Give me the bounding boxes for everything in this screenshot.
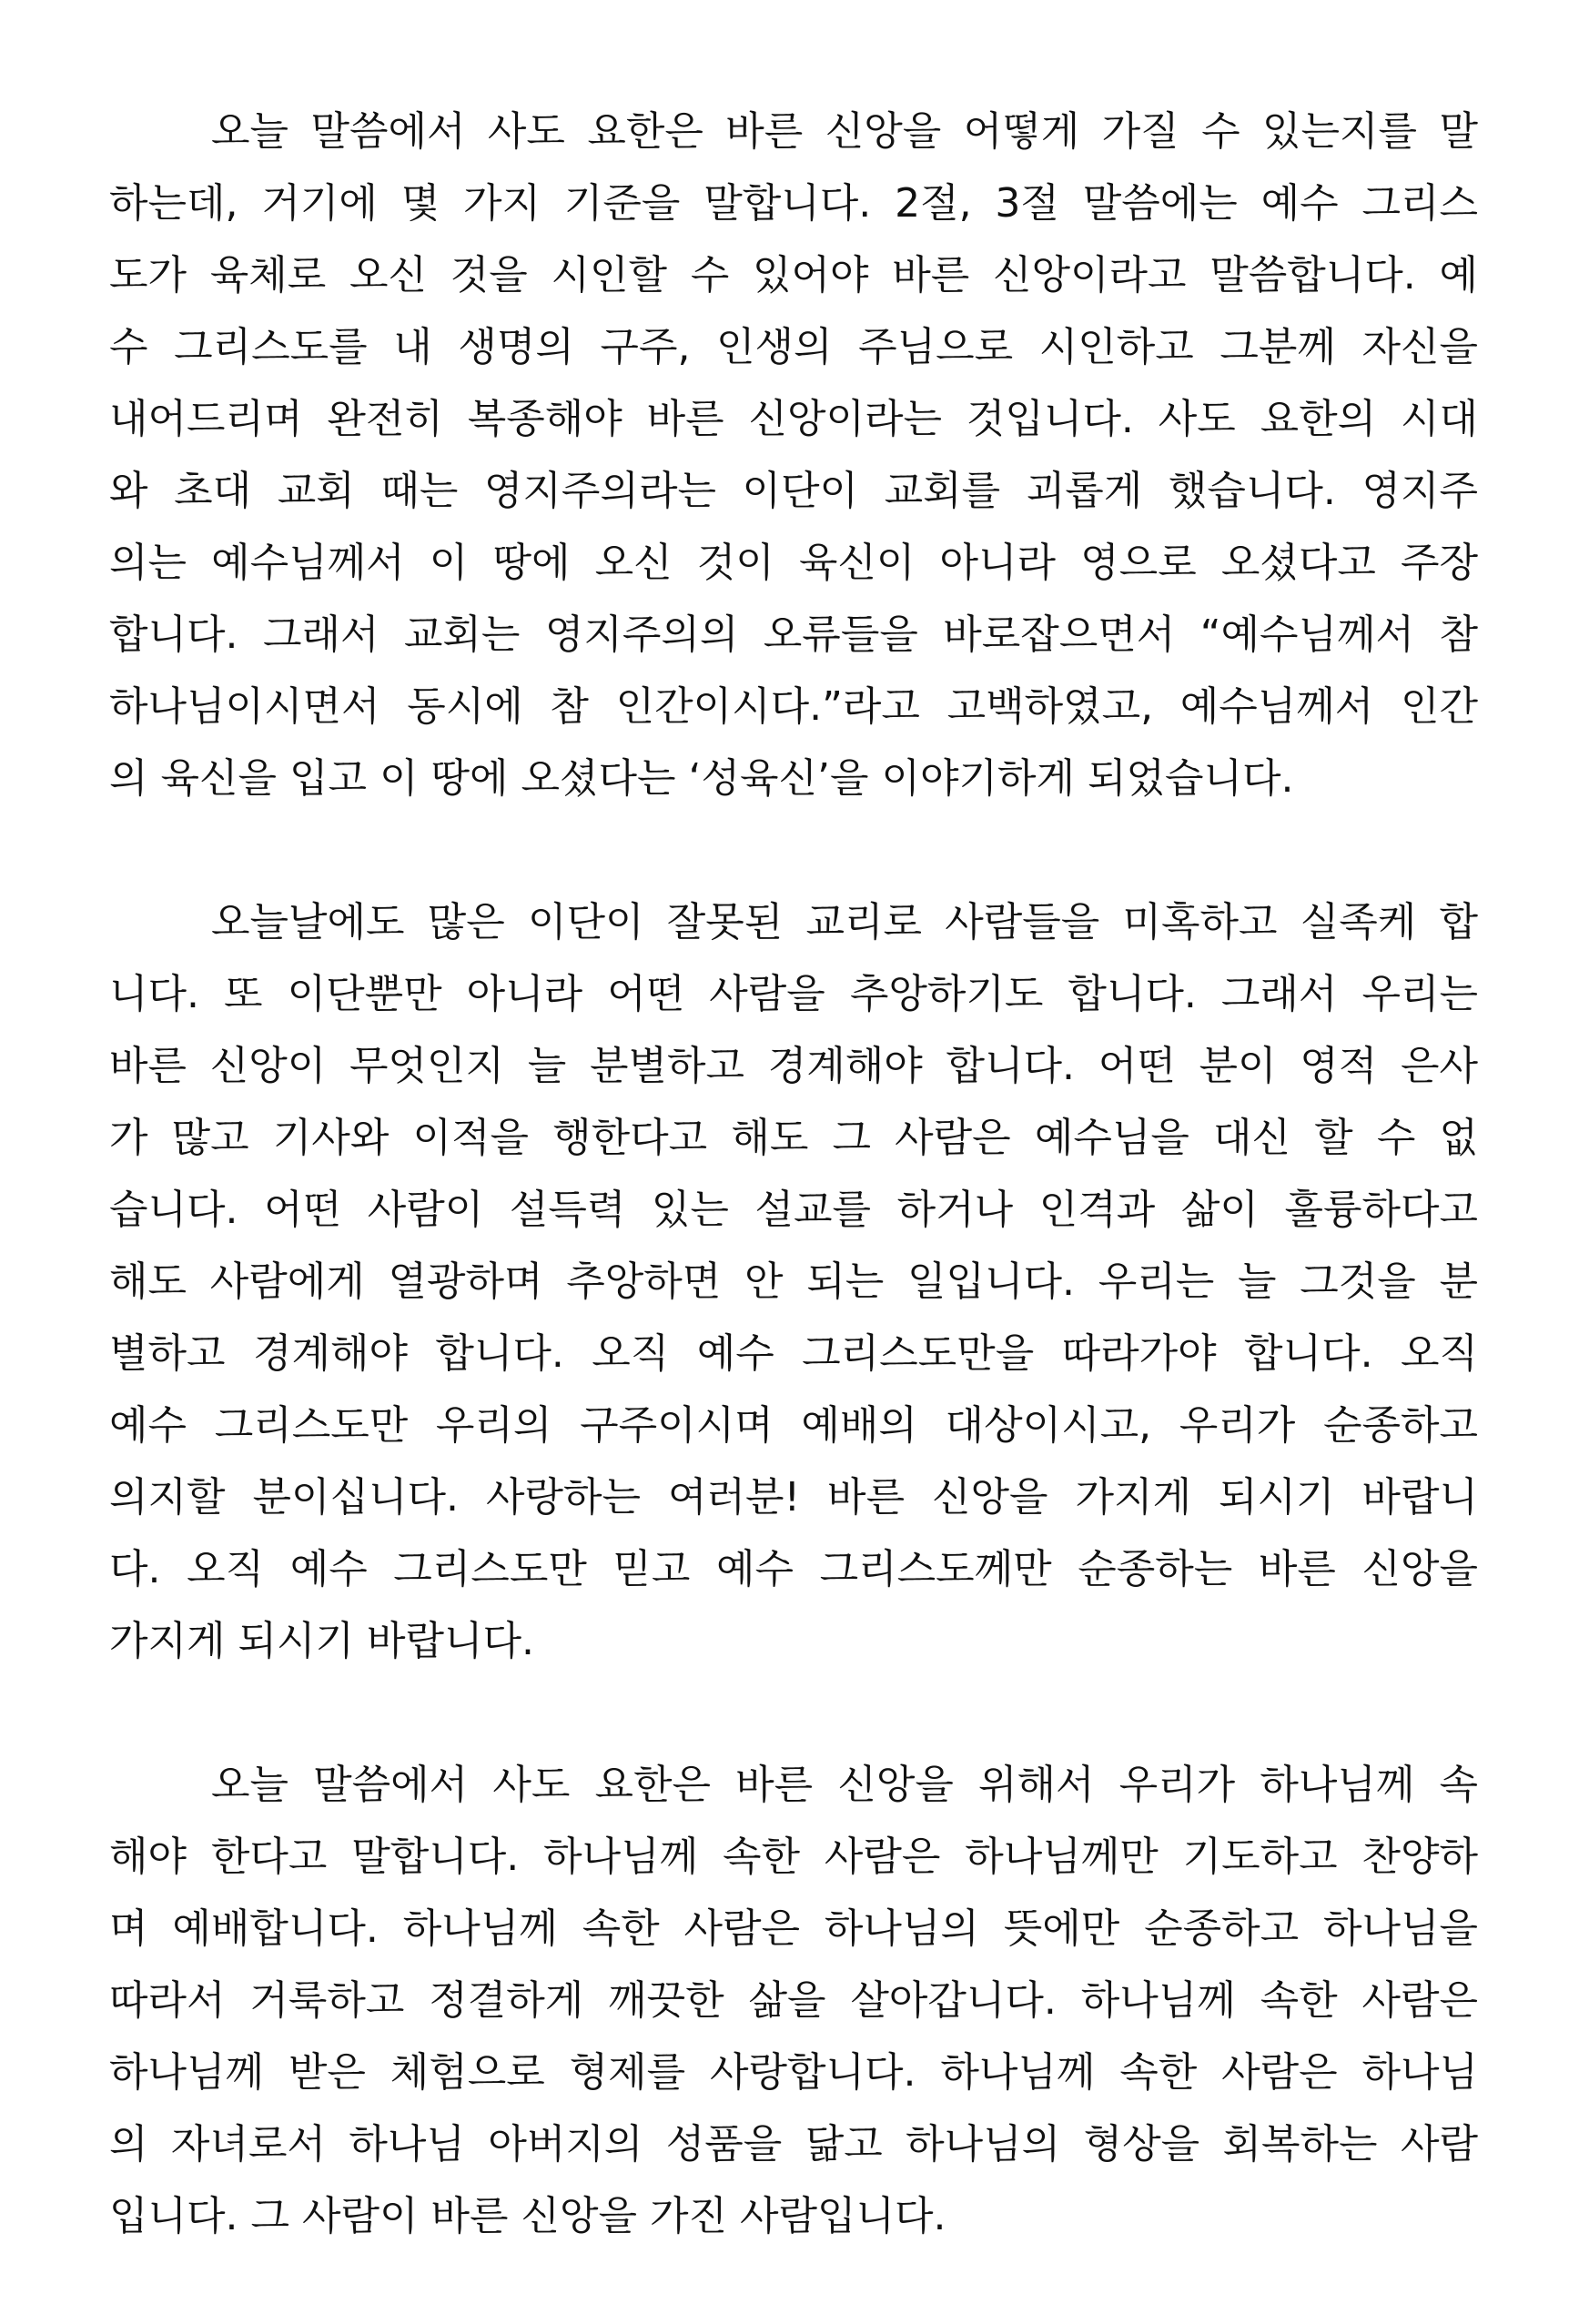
text-line: 니다. 또 이단뿐만 아니라 어떤 사람을 추앙하기도 합니다. 그래서 우리는 [109,971,1478,1017]
text-line: 의 자녀로서 하나님 아버지의 성품을 닮고 하나님의 형상을 회복하는 사람 [109,2121,1478,2167]
text-line: 습니다. 어떤 사람이 설득력 있는 설교를 하거나 인격과 삶이 훌륭하다고 [109,1187,1478,1233]
text-line: 오늘 말씀에서 사도 요한은 바른 신앙을 어떻게 가질 수 있는지를 말 [211,108,1478,155]
text-line: 입니다. 그 사람이 바른 신앙을 가진 사람입니다. [109,2193,946,2239]
text-line: 의는 예수님께서 이 땅에 오신 것이 육신이 아니라 영으로 오셨다고 주장 [109,540,1478,586]
paragraph-1 [109,96,1478,814]
text-line: 며 예배합니다. 하나님께 속한 사람은 하나님의 뜻에만 순종하고 하나님을 [109,1905,1478,1952]
text-line: 바른 신앙이 무엇인지 늘 분별하고 경계해야 합니다. 어떤 분이 영적 은사 [109,1043,1478,1089]
text-line: 다. 오직 예수 그리스도만 믿고 예수 그리스도께만 순종하는 바른 신앙을 [109,1546,1478,1592]
text-line: 별하고 경계해야 합니다. 오직 예수 그리스도만을 따라가야 합니다. 오직 [109,1330,1478,1377]
text-line: 내어드리며 완전히 복종해야 바른 신앙이라는 것입니다. 사도 요한의 시대 [109,396,1478,442]
text-line: 도가 육체로 오신 것을 시인할 수 있어야 바른 신앙이라고 말씀합니다. 예 [109,252,1478,298]
text-line: 하나님이시면서 동시에 참 인간이시다.”라고 고백하였고, 예수님께서 인간 [109,683,1478,730]
text-line: 해야 한다고 말합니다. 하나님께 속한 사람은 하나님께만 기도하고 찬양하 [109,1834,1478,1880]
text-line: 해도 사람에게 열광하며 추앙하면 안 되는 일입니다. 우리는 늘 그것을 분 [109,1258,1478,1305]
text-line: 와 초대 교회 때는 영지주의라는 이단이 교회를 괴롭게 했습니다. 영지주 [109,468,1478,514]
paragraph-3 [109,1749,1478,2252]
text-line: 따라서 거룩하고 정결하게 깨끗한 삶을 살아갑니다. 하나님께 속한 사람은 [109,1977,1478,2024]
text-line: 하는데, 거기에 몇 가지 기준을 말합니다. 2절, 3절 말씀에는 예수 그리스 [109,180,1478,227]
text-line: 합니다. 그래서 교회는 영지주의의 오류들을 바로잡으면서 “예수님께서 참 [109,611,1478,658]
text-line: 예수 그리스도만 우리의 구주이시며 예배의 대상이시고, 우리가 순종하고 [109,1402,1478,1449]
text-line: 오늘 말씀에서 사도 요한은 바른 신앙을 위해서 우리가 하나님께 속 [211,1762,1478,1808]
text-line: 수 그리스도를 내 생명의 구주, 인생의 주님으로 시인하고 그분께 자신을 [109,324,1478,370]
text-line: 가지게 되시기 바랍니다. [109,1618,534,1664]
text-line: 의지할 분이십니다. 사랑하는 여러분! 바른 신앙을 가지게 되시기 바랍니 [109,1474,1478,1521]
paragraph-2 [109,886,1478,1677]
text-line: 의 육신을 입고 이 땅에 오셨다는 ‘성육신’을 이야기하게 되었습니다. [109,755,1294,802]
text-line: 가 많고 기사와 이적을 행한다고 해도 그 사람은 예수님을 대신 할 수 없 [109,1115,1478,1161]
document-body [109,96,1478,2324]
text-line: 오늘날에도 많은 이단이 잘못된 교리로 사람들을 미혹하고 실족케 합 [211,899,1478,945]
text-line: 하나님께 받은 체험으로 형제를 사랑합니다. 하나님께 속한 사람은 하나님 [109,2049,1478,2096]
